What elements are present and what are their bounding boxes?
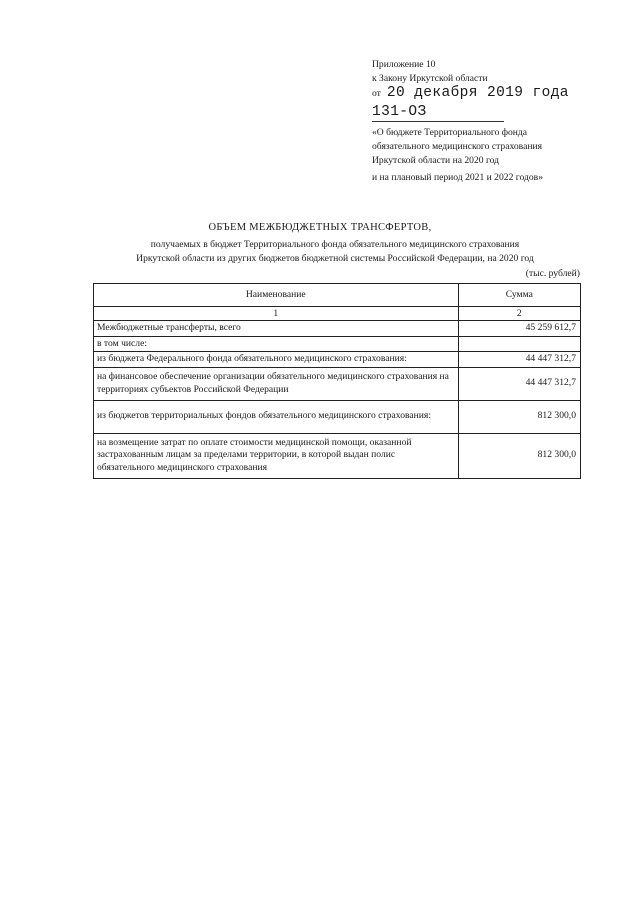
table-index-row [94,307,581,321]
row-name: из бюджетов территориальных фондов обязательного медицинского страхования: [94,400,459,433]
row-value: 45 259 612,7 [458,321,580,337]
document-subtitle-line-2: Иркутской области из других бюджетов бюджетной системы Российской Федерации, на 2020 год [136,253,534,264]
row-name: Межбюджетные трансферты, всего [94,321,459,337]
table-row [94,352,581,368]
row-value: 44 447 312,7 [458,352,580,368]
table-row [94,433,581,478]
table-header-row [94,284,581,307]
row-name: на возмещение затрат по оплате стоимости медицинской помощи, оказанной застрахованным лицам за пределами территории, в которой выдан полис обязательного медицинского страхования [94,433,459,478]
table-row [94,367,581,400]
law-title-line-2: обязательного медицинского страхования [372,141,543,152]
table-row [94,336,581,352]
document-subtitle-line-1: получаемых в бюджет Территориального фонда обязательного медицинского страхования [150,239,520,250]
row-value [458,336,580,352]
units-label: (тыс. рублей) [525,268,580,279]
appendix-law-ref: к Закону Иркутской области [372,73,488,84]
law-title-line-3: Иркутской области на 2020 год [372,155,500,166]
document-title: ОБЪЕМ МЕЖБЮДЖЕТНЫХ ТРАНСФЕРТОВ, [208,222,432,233]
law-title-line-4: и на плановый период 2021 и 2022 годов» [372,172,543,183]
header-sum: Сумма [458,284,580,307]
table-row [94,321,581,337]
appendix-number-row [372,102,622,122]
law-date: 20 декабря 2019 года [386,85,569,101]
table-row [94,400,581,433]
index-cell-1: 1 [94,307,459,321]
row-name: в том числе: [94,336,459,352]
row-value: 44 447 312,7 [458,367,580,400]
row-name: из бюджета Федерального фонда обязательного медицинского страхования: [94,352,459,368]
index-cell-2: 2 [458,307,580,321]
row-value: 812 300,0 [458,433,580,478]
header-name: Наименование [94,284,459,307]
row-name: на финансовое обеспечение организации обязательного медицинского страхования на территориях субъектов Российской Федерации [94,367,459,400]
law-number: 131-ОЗ [372,105,504,122]
transfers-table [93,283,581,479]
law-title-line-1: «О бюджете Территориального фонда [372,127,528,138]
appendix-date-row [372,86,622,102]
row-value: 812 300,0 [458,400,580,433]
appendix-block [372,58,622,185]
date-prefix: от [372,88,381,99]
appendix-label: Приложение 10 [372,59,436,70]
